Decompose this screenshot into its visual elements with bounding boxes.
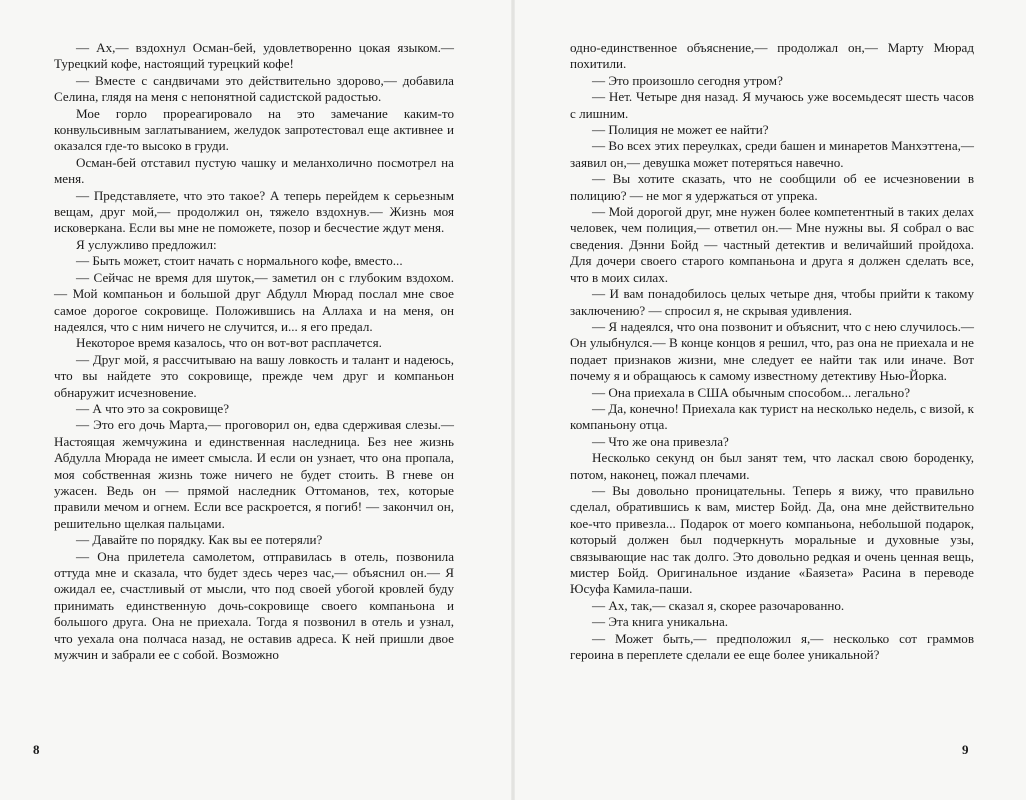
paragraph: — Ах,— вздохнул Осман-бей, удовлетворенно цокая языком.— Турецкий кофе, настоящий турецкий кофе!	[54, 40, 454, 72]
page-number-left: 8	[33, 742, 40, 757]
paragraph: — Вы хотите сказать, что не сообщили об ее исчезновении в полицию? — не мог я удержаться от упрека.	[570, 171, 974, 203]
paragraph: — Вместе с сандвичами это действительно здорово,— добавила Селина, глядя на меня с непонятной садистской радостью.	[54, 72, 454, 105]
book-gutter	[511, 0, 515, 800]
paragraph: Мое горло прореагировало на это замечание каким-то конвульсивным заглатыванием, желудок запротестовал еще активнее и оказался где-то высоко в груди.	[54, 105, 454, 154]
paragraph: — Это произошло сегодня утром?	[592, 72, 783, 88]
paragraph: — Нет. Четыре дня назад. Я мучаюсь уже восемьдесят шесть часов с лишним.	[570, 89, 974, 121]
paragraph: — Полиция не может ее найти?	[592, 122, 769, 138]
paragraph: Осман-бей отставил пустую чашку и меланхолично посмотрел на меня.	[54, 154, 454, 187]
paragraph: — Эта книга уникальна.	[592, 614, 729, 630]
paragraph: — Представляете, что это такое? А теперь перейдем к серьезным вещам, друг мой,— продолжил он, тяжело вздохнув.— Жизнь моя исковеркана. Если вы мне не поможете, позор и бесчестие ждут меня.	[54, 187, 454, 236]
paragraph: — Сейчас не время для шуток,— заметил он с глубоким вздохом.— Мой компаньон и большой друг Абдулл Мюрад послал мне свое самое дорогое сокровище. Положившись на Аллаха и на меня, он надеялся, что с ним ничего не случится, и... я его предал.	[54, 269, 454, 334]
paragraph: — Мой дорогой друг, мне нужен более компетентный в таких делах человек, чем полиция,— ответил он.— Мне нужны вы. Я собрал о вас сведения. Дэнни Бойд — частный детектив и величайший пройдоха. Для дочери своего старого компаньона и друга я должен сделать все, что в моих силах.	[570, 204, 974, 285]
paragraph: Я услужливо предложил:	[76, 236, 217, 252]
paragraph: — Это его дочь Марта,— проговорил он, едва сдерживая слезы.— Настоящая жемчужина и единственная наследница. Без нее жизнь Абдулла Мюрада не имеет смысла. И если он узнает, что она пропала, моя собственная жизнь тоже ничего не будет стоить. В гневе он ужасен. Ведь он — прямой наследник Оттоманов, тех, которые правили мечом и огнем. Если все раскроется, я погиб! — закончил он, решительно щелкая пальцами.	[54, 417, 454, 531]
paragraph: — Я надеялся, что она позвонит и объяснит, что с нею случилось.— Он улыбнулся.— В конце концов я решил, что, раз она не приехала и не подает признаков жизни, мне следует ее найти так или иначе. Вот почему я и обращаюсь к самому известному детективу Нью-Йорка.	[570, 318, 974, 384]
paragraph: — Быть может, стоит начать с нормального кофе, вместо...	[76, 253, 403, 269]
paragraph: Некоторое время казалось, что он вот-вот расплачется.	[76, 335, 382, 351]
paragraph: — И вам понадобилось целых четыре дня, чтобы прийти к такому заключению? — спросил я, не скрывая удивления.	[570, 286, 974, 318]
paragraph: — Давайте по порядку. Как вы ее потеряли?	[76, 532, 323, 548]
paragraph: — Она прилетела самолетом, отправилась в отель, позвонила оттуда мне и сказала, что будет здесь через час,— объяснил он.— Я ожидал ее, счастливый от мысли, что под своей убогой кровлей буду принимать единственную дочь-сокровище своего компаньона и большого друга. Она не приехала. Тогда я позвонил в отель и узнал, что уехала она полчаса назад, не оставив адреса. К ней пришли двое мужчин и забрали ее с собой. Возможно	[54, 548, 454, 663]
paragraph: — А что это за сокровище?	[76, 400, 230, 416]
paragraph: — Друг мой, я рассчитываю на вашу ловкость и талант и надеюсь, что вы найдете это сокровище, прежде чем друг и компаньон обнаружит исчезновение.	[54, 351, 454, 400]
paragraph: — Ах, так,— сказал я, скорее разочарованно.	[592, 597, 845, 613]
continued-paragraph: одно-единственное объяснение,— продолжал он,— Марту Мюрад похитили.	[570, 40, 974, 72]
paragraph: — Во всех этих переулках, среди башен и минаретов Манхэттена,— заявил он,— девушка может потеряться навечно.	[570, 138, 974, 170]
paragraph: — Вы довольно проницательны. Теперь я вижу, что правильно сделал, обратившись к вам, мистер Бойд. Да, она мне действительно кое-что привезла... Подарок от моего компаньона, небольшой подарок, который должен был подчеркнуть моральные и духовные узы, связывающие нас так долго. Это довольно редкая и очень ценная вещь, мистер Бойд. Оригинальное издание «Баязета» Расина в переводе Юсуфа Камила-паши.	[570, 482, 974, 597]
paragraph: — Да, конечно! Приехала как турист на несколько недель, с визой, к компаньону отца.	[570, 400, 974, 433]
paragraph: Несколько секунд он был занят тем, что ласкал свою бороденку, потом, наконец, пожал плечами.	[570, 450, 974, 482]
page-number-right: 9	[962, 742, 969, 757]
left-page	[54, 40, 454, 663]
paragraph: — Она приехала в США обычным способом... легально?	[592, 384, 911, 400]
paragraph: — Что же она привезла?	[592, 433, 729, 449]
right-page	[570, 40, 974, 663]
paragraph: — Может быть,— предположил я,— несколько сот граммов героина в переплете сделали ее еще более уникальной?	[570, 630, 974, 663]
